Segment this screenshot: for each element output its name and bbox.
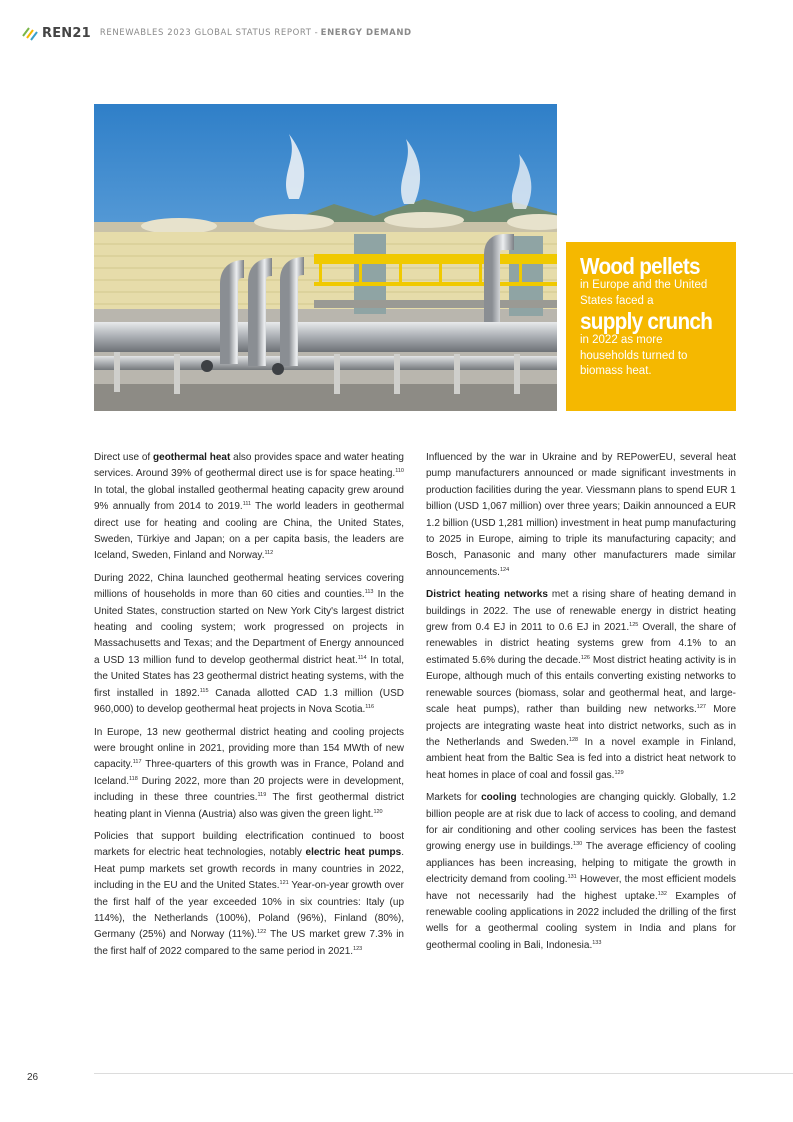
footnote-ref: 124 [499,566,510,573]
footnote-ref: 122 [257,929,267,936]
page-number: 26 [27,1072,39,1083]
footnote-ref: 114 [357,654,367,661]
footnote-ref: 118 [129,775,138,782]
bold-term: electric heat pumps [305,847,402,859]
geothermal-plant-icon [94,104,557,411]
paragraph-cooling [426,790,736,954]
text-run: Three-quarters of this growth was in France, Poland and Iceland. [94,759,404,787]
text-run: In Europe, 13 new geothermal district heating and cooling projects were brought online in 2021, providing more than 154 MWth of new capacity. [94,726,404,771]
text-run: The first geothermal district heating plant in Vienna (Austria) also was given the green light. [94,792,404,820]
text-run: Direct use of [94,452,154,463]
footnote-ref: 116 [365,704,375,711]
callout-text-2: in 2022 as more households turned to biomass heat. [580,334,688,377]
paragraph-china-geothermal [94,571,404,719]
footnote-ref: 110 [395,468,404,475]
text-run: Year-on-year growth over the first half of the year exceeded 10% in six countries: Italy (up 114%), the Netherlands (100%), Poland (96%), Finland (80%), Germany (25%) and Norway (11%). [94,880,404,941]
geothermal-plant-photo [94,104,557,411]
footnote-ref: 127 [696,704,706,711]
text-run: In a novel example in Finland, ambient heat from the Baltic Sea is fed into a district heat network to heat homes in place of coal and fossil gas. [426,736,736,781]
footnote-ref: 126 [580,654,590,661]
footnote-ref: 120 [373,808,383,815]
text-run: Influenced by the war in Ukraine and by REPowerEU, several heat pump manufacturers announced or made significant investments in production facilities during the year. Viessmann plans to spend EUR 1 billion (USD 1,067 million) over three years; Daikin announced a EUR 1.2 billion (USD 1,281 million) investment in heat pump manufacturing to 2025 in Europe, aiming to triple its manufacturing capacity; and Bosch, Panasonic and many other manufacturers made similar announcements. [426,452,736,578]
bold-term: cooling [481,792,517,804]
footnote-ref: 131 [567,874,577,881]
footnote-ref: 125 [629,622,639,629]
footer-divider [94,1073,793,1074]
text-run: technologies are changing quickly. Globally, 1.2 billion people are at risk due to lack of access to cooling, and demand for air conditioning and other cooling services has been the fastest growing energy use in buildings. [426,792,736,853]
text-run: Examples of renewable cooling applications in 2022 included the drilling of the first wells for a geothermal cooling system in India and plans for geothermal cooling in Bali, Indonesia. [426,890,736,951]
text-run: Overall, the share of renewables in district heating systems grew from 4.1% to an estimated 5.6% during the decade. [426,622,736,666]
paragraph-geothermal-heat [94,450,404,565]
text-run: The world leaders in geothermal direct use for heating and cooling are China, the United States, Sweden, Türkiye and Japan; on a per capita basis, the leaders are Iceland, Sweden, Finland and Norway. [94,501,404,562]
text-run: In the United States, construction started on New York City's largest district heating and cooling system; work progressed on projects in Massachusetts and Texas; and the Department of Energy announced a USD 13 million fund to develop geothermal district heat. [94,589,404,666]
text-run: . Heat pump markets set growth records in many countries in 2022, including in the EU and the United States. [94,847,405,892]
text-run: The average efficiency of cooling appliances has been increasing, helping to mitigate the growth in electricity demand from cooling. [426,841,736,886]
footnote-ref: 129 [614,769,624,776]
bold-term: geothermal heat [153,452,231,463]
text-run: More projects are integrating waste heat into district networks, such as in the Netherlands and Sweden. [426,704,737,748]
right-text-column [426,450,736,960]
text-run: also provides space and water heating services. Around 39% of geothermal direct use is for space heating. [94,452,404,480]
text-run: During 2022, China launched geothermal heating services covering millions of households in more than 60 cities and counties. [94,572,404,601]
paragraph-heat-pump-manufacturers [426,450,736,581]
text-run: However, the most efficient models have not necessarily had the highest uptake. [426,874,736,902]
callout-box [566,242,736,411]
footnote-ref: 117 [132,759,142,766]
header-separator: - [314,28,318,38]
footnote-ref: 132 [657,890,667,897]
paragraph-heat-pumps [94,829,404,960]
paragraph-district-heating-networks [426,587,736,784]
text-run: Policies that support building electrification continued to boost markets for electric heat technologies, notably [94,830,404,859]
left-text-column [94,450,404,966]
footnote-ref: 112 [264,550,274,557]
footnote-ref: 115 [199,687,209,694]
footnote-ref: 130 [573,841,583,848]
footnote-ref: 119 [257,792,267,799]
report-title: RENEWABLES 2023 GLOBAL STATUS REPORT [99,28,312,38]
footnote-ref: 128 [568,736,579,743]
callout-highlight-wood-pellets: Wood pellets [580,253,700,279]
callout-text-1: in Europe and the United States faced a [580,279,708,307]
text-run: In total, the global installed geothermal heating capacity grew around 9% annually from 2014 to 2019. [94,484,404,513]
logo-text: REN21 [42,25,91,41]
text-run: Most district heating activity is in Europe, although much of this entails converting existing networks to renewable sources (biomass, solar and geothermal heat, and large-scale heat pumps), rather than building new networks. [426,654,736,716]
text-run: During 2022, more than 20 projects were in development, including in these three countries. [94,775,404,804]
callout-highlight-supply-crunch: supply crunch [580,308,713,334]
footnote-ref: 111 [242,501,252,508]
text-run: In total, the United States has 23 geothermal district heating systems, with the first installed in 1892. [94,654,405,699]
text-run: The US market grew 7.3% in the first half of 2022 compared to the same period in 2021. [94,929,404,957]
section-title: ENERGY DEMAND [320,28,412,38]
footnote-ref: 123 [353,945,363,952]
bold-term: District heating networks [426,589,548,601]
footnote-ref: 113 [364,589,374,596]
text-run: met a rising share of heating demand in buildings in 2022. The use of renewable energy in district heating grew from 0.4 EJ in 2011 to 0.6 EJ in 2021. [426,589,737,634]
footnote-ref: 133 [592,939,602,946]
page-header [22,24,412,42]
text-run: Canada allotted CAD 1.3 million (USD 960,000) to develop geothermal heat projects in Nova Scotia. [94,687,404,716]
text-run: Markets for [426,792,482,804]
footnote-ref: 121 [279,880,289,887]
paragraph-europe-district-heating [94,725,404,823]
ren21-logo-icon [22,25,38,41]
